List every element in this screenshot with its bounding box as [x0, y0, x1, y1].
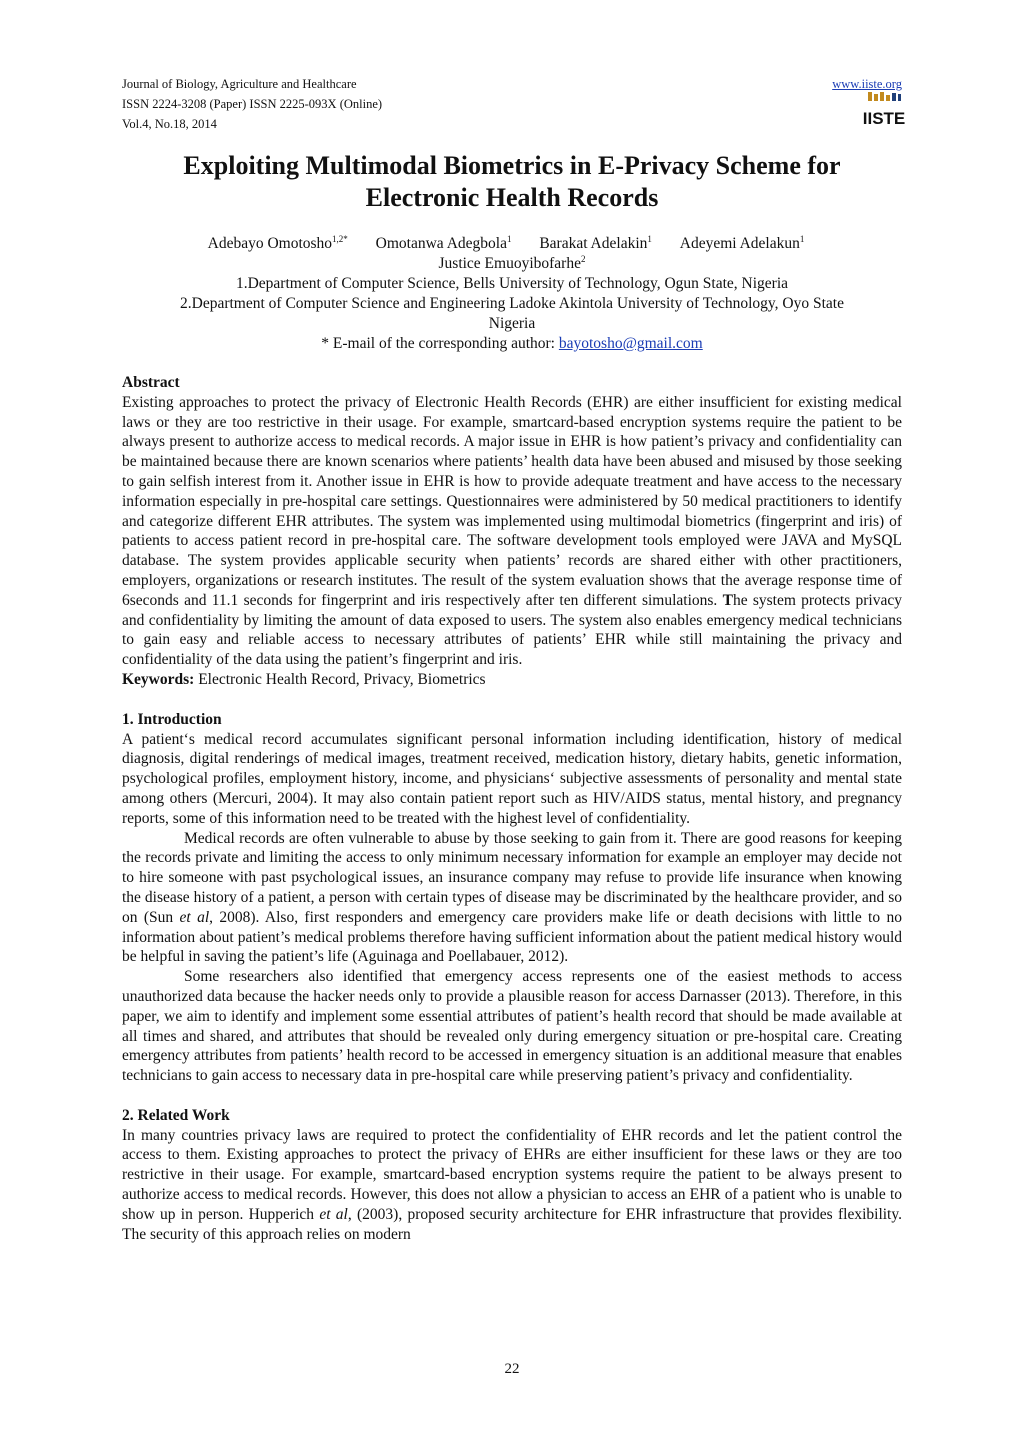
affiliation-2-country: Nigeria — [488, 315, 536, 332]
keywords: Keywords: Electronic Health Record, Privacy, Biometrics — [122, 670, 486, 688]
issn-line: ISSN 2224-3208 (Paper) ISSN 2225-093X (Online) — [122, 97, 383, 111]
intro-heading: 1. Introduction — [122, 710, 222, 728]
author-3: Barakat Adelakin$^1$ — [539, 234, 652, 252]
intro-paragraph-3: Some researchers also identified that emergency access represents one of the easiest methods to access unauthorized data because the hacker needs only to provide a plausible reason for access Darnasser (2013). Therefore, in this paper, we aim to identify and implement some essential attributes of patient’s health record that should be made available at all times and shared, and attributes that should be revealed only during emergency situation or pre-hospital care. Creating emergency attributes from patients’ health record to be accessed in emergency situation is an additional measure that enables technicians to gain access to necessary data in pre-hospital care while preserving patient’s privacy and confidentiality. — [122, 968, 902, 1085]
author-2: Omotanwa Adegbola$^1$ — [375, 234, 512, 252]
intro-paragraph-1: A patient‘s medical record accumulates significant personal information including identification, history of medical diagnosis, digital renderings of medical images, treatment received, medication history, dietary habits, genetic information, psychological profiles, employment history, income, and physicians‘ subjective assessments of personality and mental state among others (Mercuri, 2004). It may also contain patient report such as HIV/AIDS status, mental history, and pregnancy reports, some of this information need to be treated with the highest level of confidentiality. — [122, 730, 902, 827]
author-names — [122, 234, 902, 254]
author-1: Adebayo Omotosho$^{1,2*}$ — [207, 234, 348, 252]
author-block — [122, 234, 902, 354]
intro-paragraph-2: Medical records are often vulnerable to abuse by those seeking to gain from it. There are good reasons for keeping the records private and limiting the access to only minimum necessary information for example an employer may decide not to hire someone with past psychological issues, an insurance company may refuse to provide life insurance when knowing the disease history of a patient, a person with certain types of disease may be discriminated by the healthcare provider, and so on (Sun et al, 2008). Also, first responders and emergency care providers make life or death decisions with little to no information about patient’s medical problems therefore having sufficient information about the patient medical history would be helpful in saving the patient’s life (Aguinaga and Poellabauer, 2012). — [122, 829, 902, 966]
title-line-2: Electronic Health Records — [365, 183, 659, 212]
email-link[interactable]: bayotosho@gmail.com — [558, 335, 703, 352]
iiste-logo — [862, 92, 906, 128]
author-4: Adeyemi Adelakun$^1$ — [679, 234, 805, 252]
title-line-1: Exploiting Multimodal Biometrics in E-Privacy Scheme for — [183, 151, 841, 180]
author-5: Justice Emuoyibofarhe$^2$ — [438, 254, 586, 272]
journal-name: Journal of Biology, Agriculture and Healthcare — [122, 77, 357, 91]
journal-url-link[interactable]: www.iiste.org — [832, 77, 902, 91]
corresponding-email: * E-mail of the corresponding author: bayotosho@gmail.com — [321, 335, 703, 352]
paper-body — [122, 373, 902, 1244]
paper-title — [122, 150, 902, 214]
related-work-heading: 2. Related Work — [122, 1106, 230, 1124]
abstract-heading: Abstract — [122, 374, 180, 391]
page-number: 22 — [504, 1361, 520, 1377]
abstract-text: Existing approaches to protect the privacy of Electronic Health Records (EHR) are either insufficient for existing medical laws or they are too restrictive in their usage. For example, smartcard-based encryption systems require the patient to be always present to authorize access to medical records. A major issue in EHR is how patient’s privacy and confidentiality can be maintained because there are known scenarios where patients’ health data have been abused and misused by those seeking to gain selfish interest from it. Another issue in EHR is how to provide adequate treatment and have access to the necessary information especially in pre-hospital care settings. Questionnaires were administered by 50 medical practitioners to identify and categorize different EHR attributes. The system was implemented using multimodal biometrics (fingerprint and iris) of patients to access patient record in pre-hospital care. The software development tools employed were JAVA and MySQL database. The system provides applicable security when patients’ records are shared either with other practitioners, employers, organizations or research institutes. The result of the system evaluation shows that the average response time of 6seconds and 11.1 seconds for fingerprint and iris respectively after ten different simulations. The system protects privacy and confidentiality by limiting the amount of data exposed to users. The system also enables emergency medical technicians to gain easy and reliable access to necessary attributes of patients’ EHR while still maintaining the privacy and confidentiality of the data using the patient’s fingerprint and iris. — [122, 393, 902, 669]
affiliation-1: 1.Department of Computer Science, Bells University of Technology, Ogun State, Nigeria — [235, 275, 789, 292]
page-header — [122, 74, 902, 134]
affiliation-2: 2.Department of Computer Science and Engineering Ladoke Akintola University of Technology, Oyo State — [180, 295, 844, 312]
logo-text: IISTE — [862, 109, 906, 128]
related-work-paragraph-1: In many countries privacy laws are required to protect the confidentiality of EHR records and let the patient control the access to them. Existing approaches to protect the privacy of EHRs are either insufficient for these laws or they are too restrictive in their usage. For example, smartcard-based encryption systems require the patient to be always present to authorize access to medical records. However, this does not allow a physician to access an EHR of a patient who is unable to show up in person. Hupperich et al, (2003), proposed security architecture for EHR infrastructure that provides flexibility. The security of this approach relies on modern — [122, 1126, 902, 1243]
volume-line: Vol.4, No.18, 2014 — [122, 117, 217, 131]
